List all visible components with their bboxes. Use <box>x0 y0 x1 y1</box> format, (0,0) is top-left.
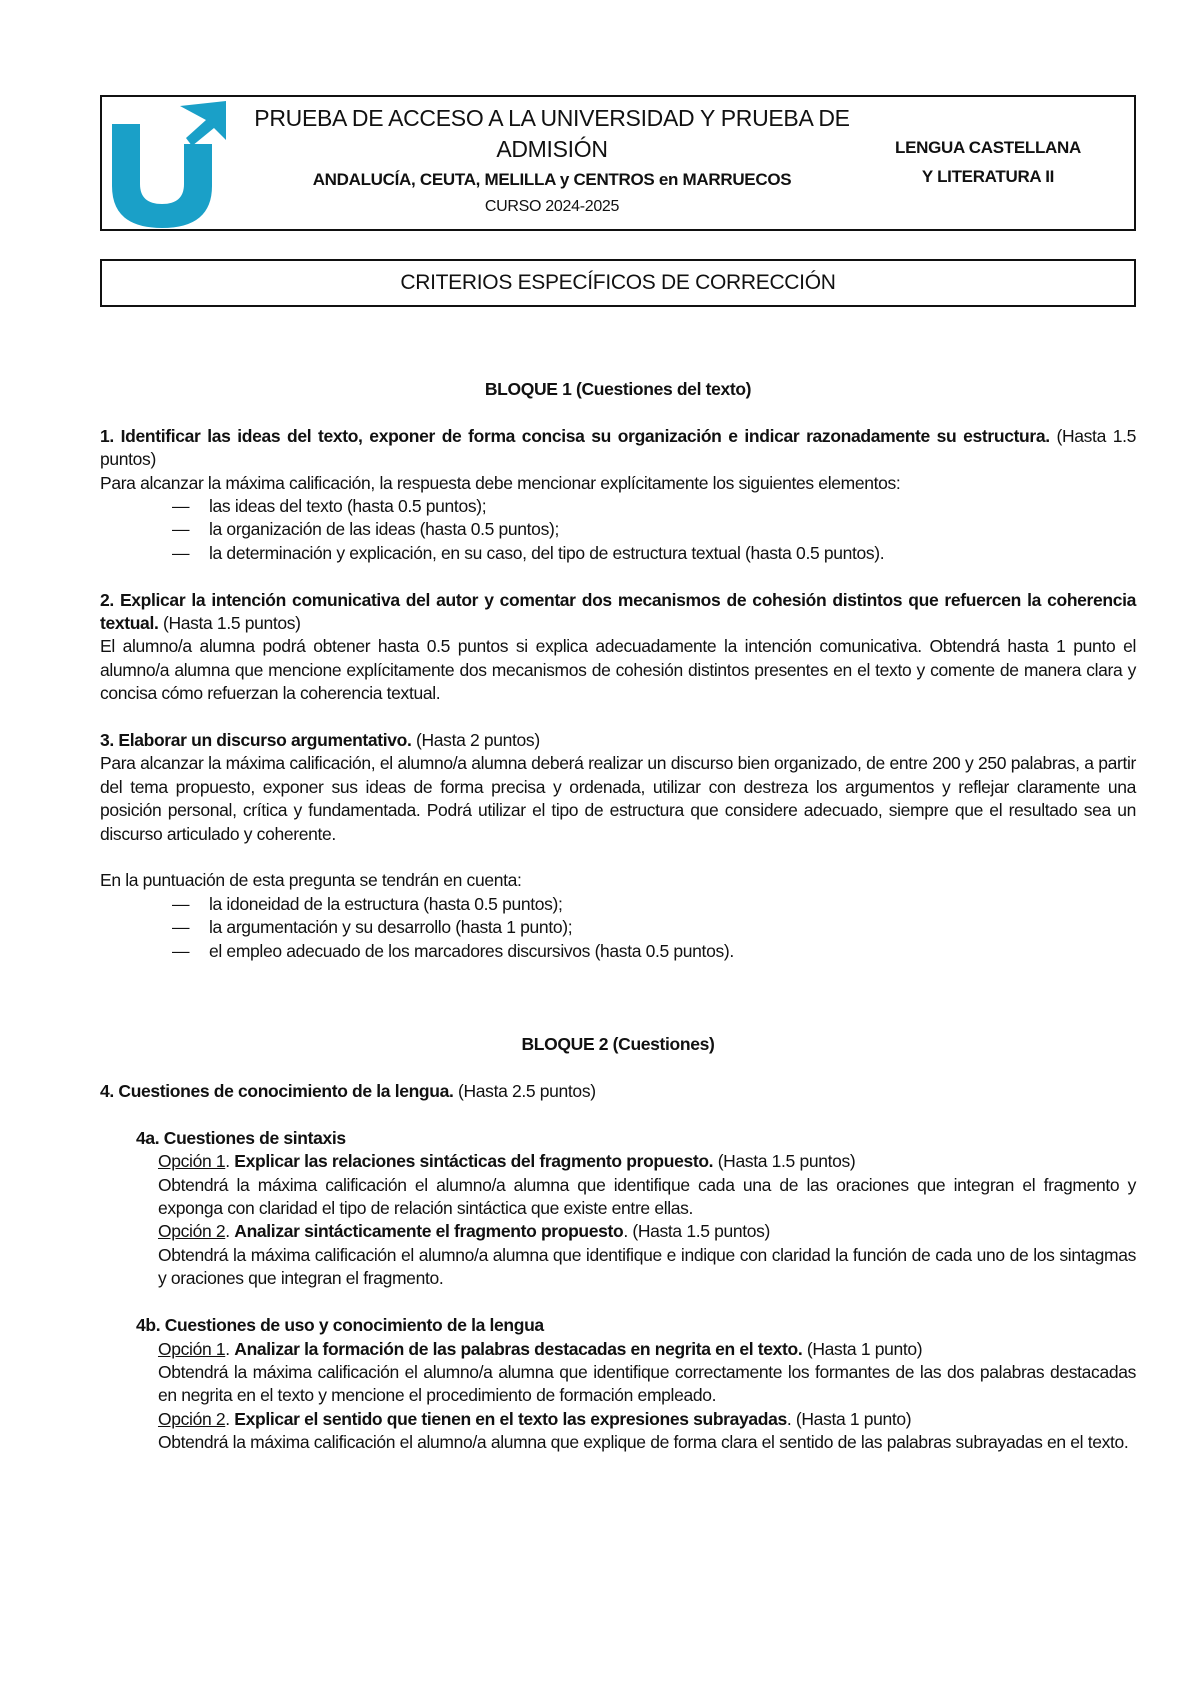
logo-arrow <box>180 101 226 146</box>
header-title-block <box>252 103 852 216</box>
exam-subject <box>878 133 1098 191</box>
list-item: — la argumentación y su desarrollo (hasta 1 punto); <box>172 916 1136 939</box>
question-4b-option-2-body: Obtendrá la máxima calificación el alumno/a alumna que explique de forma clara el sentido de las palabras subrayadas en el texto. <box>158 1432 1129 1453</box>
list-item: — la idoneidad de la estructura (hasta 0.5 puntos); <box>172 893 1136 916</box>
question-4a-option-2: Opción 2. Analizar sintácticamente el fragmento propuesto. (Hasta 1.5 puntos) <box>158 1221 771 1242</box>
question-1-list <box>100 495 1136 565</box>
question-4a-option-1: Opción 1. Explicar las relaciones sintácticas del fragmento propuesto. (Hasta 1.5 puntos) <box>158 1151 856 1172</box>
list-item: — la organización de las ideas (hasta 0.5 puntos); <box>172 518 1136 541</box>
exam-title: PRUEBA DE ACCESO A LA UNIVERSIDAD Y PRUEBA DE ADMISIÓN <box>254 105 850 162</box>
question-3-intro: En la puntuación de esta pregunta se tendrán en cuenta: <box>100 870 522 891</box>
university-logo <box>110 100 228 230</box>
bloque2-title: BLOQUE 2 (Cuestiones) <box>521 1034 715 1055</box>
list-item: — el empleo adecuado de los marcadores discursivos (hasta 0.5 puntos). <box>172 940 1136 963</box>
exam-header <box>100 95 1136 231</box>
question-4b-option-1-body: Obtendrá la máxima calificación el alumno/a alumna que identifique correctamente los formantes de las dos palabras destacadas en negrita en el texto y mencione el procedimiento de formación empleado. <box>158 1361 1136 1406</box>
question-3-body: Para alcanzar la máxima calificación, el alumno/a alumna deberá realizar un discurso bien organizado, de entre 200 y 250 palabras, a partir del tema propuesto, exponer sus ideas de forma precisa y ordenada, utilizar con destreza los argumentos y reflejar claramente una posición personal, crítica y fundamentada. Podrá utilizar el tipo de estructura que considere adecuado, siempre que el resultado sea un discurso articulado y coherente. <box>100 753 1136 844</box>
question-2-heading: 2. Explicar la intención comunicativa del autor y comentar dos mecanismos de cohesión distintos que refuercen la coherencia textual. (Hasta 1.5 puntos) <box>100 589 1136 634</box>
criteria-title: CRITERIOS ESPECÍFICOS DE CORRECCIÓN <box>100 259 1136 307</box>
question-4b-heading: 4b. Cuestiones de uso y conocimiento de la lengua <box>136 1315 544 1336</box>
document-body <box>100 378 1136 1455</box>
question-4a-option-1-body: Obtendrá la máxima calificación el alumno/a alumna que identifique cada una de las oraciones que integran el fragmento y exponga con claridad el tipo de relación sintáctica que existe entre ellas. <box>158 1174 1136 1219</box>
question-4a-heading: 4a. Cuestiones de sintaxis <box>136 1127 346 1148</box>
question-2-body: El alumno/a alumna podrá obtener hasta 0.5 puntos si explica adecuadamente la intención comunicativa. Obtendrá hasta 1 punto el alumno/a alumna que mencione explícitamente dos mecanismos de cohesión distintos presentes en el texto y comente de manera clara y concisa cómo refuerzan la coherencia textual. <box>100 636 1136 704</box>
list-item: — las ideas del texto (hasta 0.5 puntos); <box>172 495 1136 518</box>
question-4b-option-1: Opción 1. Analizar la formación de las palabras destacadas en negrita en el texto. (Hasta 1 punto) <box>158 1338 923 1359</box>
exam-course: CURSO 2024-2025 <box>484 198 620 215</box>
question-3-heading: 3. Elaborar un discurso argumentativo. (Hasta 2 puntos) <box>100 730 540 751</box>
question-1-heading: 1. Identificar las ideas del texto, exponer de forma concisa su organización e indicar razonadamente su estructura. (Hasta 1.5 puntos) <box>100 425 1136 470</box>
question-1-intro: Para alcanzar la máxima calificación, la respuesta debe mencionar explícitamente los siguientes elementos: <box>100 472 901 493</box>
subject-line-1: LENGUA CASTELLANA <box>895 138 1081 157</box>
question-3-list <box>100 893 1136 963</box>
bloque1-title: BLOQUE 1 (Cuestiones del texto) <box>484 379 752 399</box>
question-4a-option-2-body: Obtendrá la máxima calificación el alumno/a alumna que identifique e indique con claridad la función de cada uno de los sintagmas y oraciones que integran el fragmento. <box>158 1244 1136 1289</box>
exam-regions: ANDALUCÍA, CEUTA, MELILLA y CENTROS en MARRUECOS <box>312 170 792 189</box>
list-item: — la determinación y explicación, en su caso, del tipo de estructura textual (hasta 0.5 puntos). <box>172 542 1136 565</box>
question-4b-option-2: Opción 2. Explicar el sentido que tienen en el texto las expresiones subrayadas. (Hasta 1 punto) <box>158 1408 912 1429</box>
question-4-heading: 4. Cuestiones de conocimiento de la lengua. (Hasta 2.5 puntos) <box>100 1081 596 1102</box>
subject-line-2: Y LITERATURA II <box>921 167 1055 186</box>
